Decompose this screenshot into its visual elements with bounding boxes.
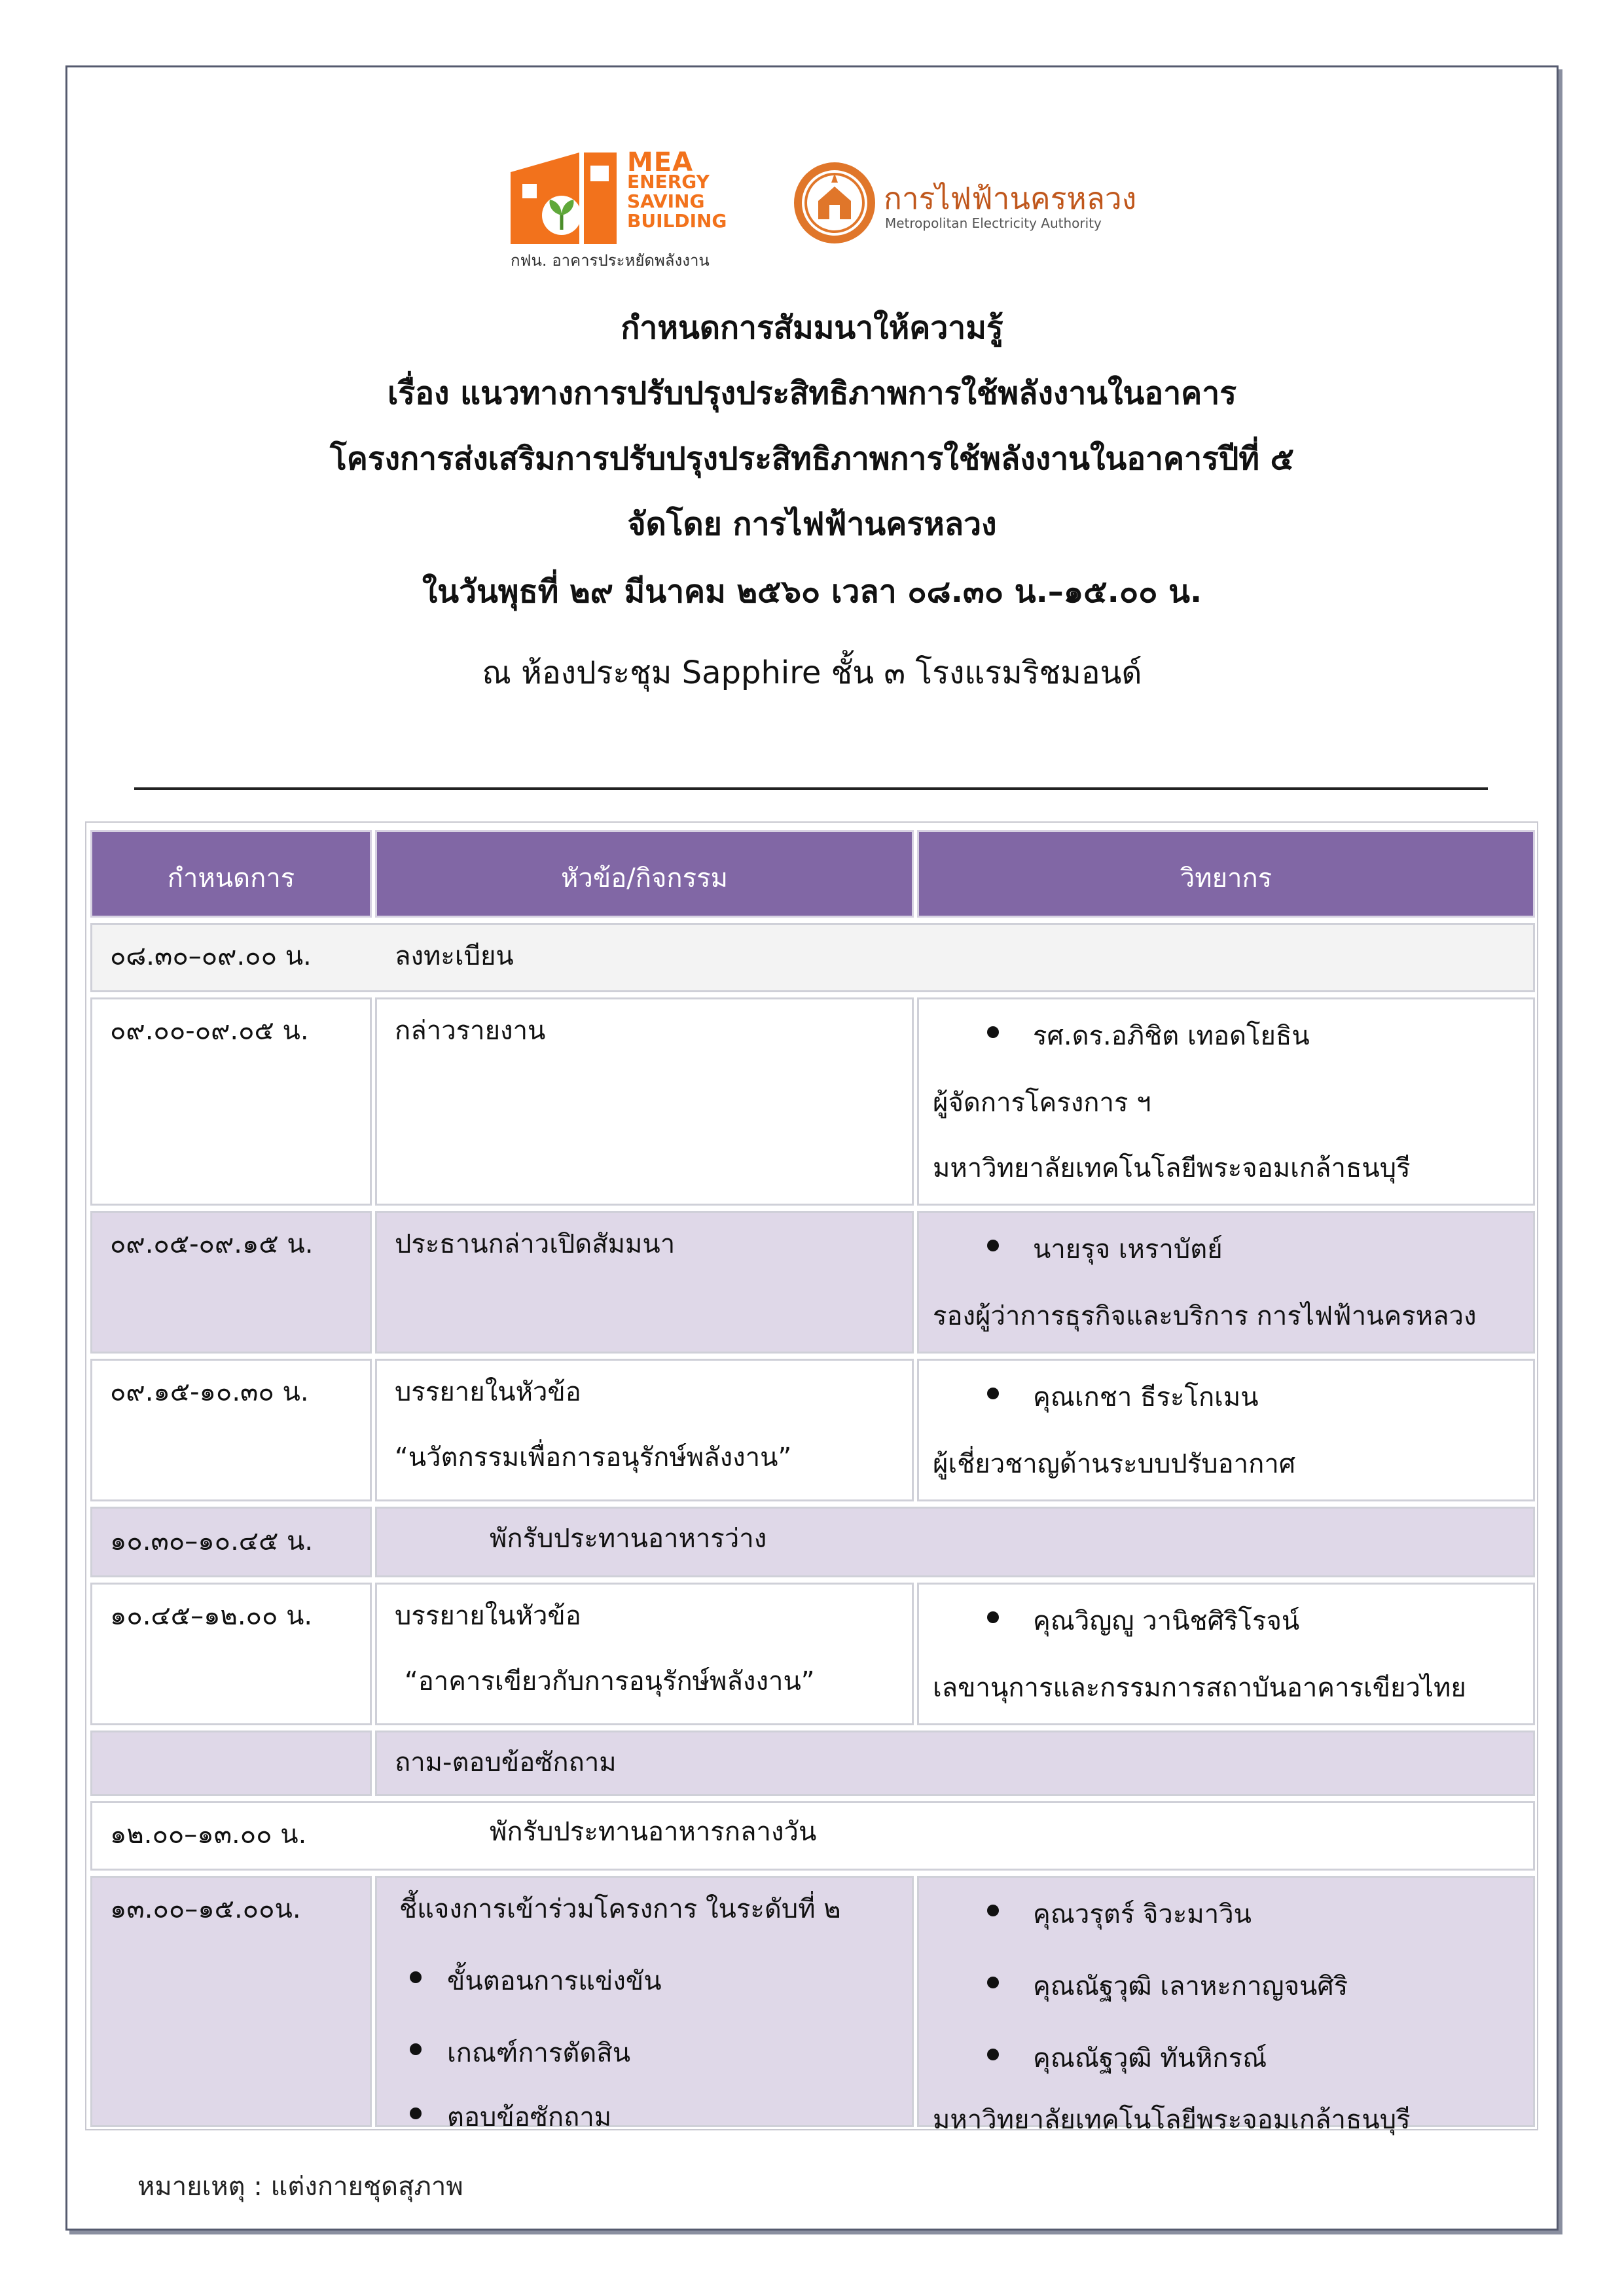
row-topic: ประธานกล่าวเปิดสัมมนา xyxy=(395,1229,676,1259)
topic-bullet: เกณฑ์การตัดสิน xyxy=(447,2038,631,2068)
row-topic: ถาม-ตอบข้อซักถาม xyxy=(395,1748,617,1778)
heading-venue: ณ ห้องประชุม Sapphire ชั้น ๓ โรงแรมริชมอนด์ xyxy=(482,655,1142,691)
mea-logo-line-2: ENERGY xyxy=(627,171,710,192)
speaker-detail: มหาวิทยาลัยเทคโนโลยีพระจอมเกล้าธนบุรี xyxy=(933,2105,1411,2135)
row-time: ๐๙.๑๕-๑๐.๓๐ น. xyxy=(110,1377,309,1407)
house-leaf-icon xyxy=(511,152,619,244)
speaker-detail: มหาวิทยาลัยเทคโนโลยีพระจอมเกล้าธนบุรี xyxy=(933,1153,1411,1183)
authority-name-english: Metropolitan Electricity Authority xyxy=(885,215,1102,231)
row-time: ๐๙.๐๐-๐๙.๐๕ น. xyxy=(110,1016,309,1046)
bullet-icon xyxy=(987,1240,999,1251)
row-topic: พักรับประทานอาหารกลางวัน xyxy=(490,1817,817,1847)
speaker-name: คุณวรุตร์ จิวะมาวิน xyxy=(1033,1899,1252,1929)
mea-logo-line-3: SAVING xyxy=(627,190,705,212)
row-topic: ชี้แจงการเข้าร่วมโครงการ ในระดับที่ ๒ xyxy=(399,1894,841,1924)
divider xyxy=(134,787,1488,790)
row-topic: ลงทะเบียน xyxy=(395,941,514,971)
dress-code-note: หมายเหตุ : แต่งกายชุดสุภาพ xyxy=(137,2172,463,2202)
bullet-icon xyxy=(987,1026,999,1038)
row-time: ๑๒.๐๐–๑๓.๐๐ น. xyxy=(110,1820,307,1850)
bullet-icon xyxy=(987,1905,999,1916)
mea-logo-tagline: กฟน. อาคารประหยัดพลังงาน xyxy=(511,251,710,270)
bullet-icon xyxy=(987,1611,999,1623)
table-header-topic: หัวข้อ/กิจกรรม xyxy=(375,830,914,918)
row-time: ๑๓.๐๐–๑๕.๐๐น. xyxy=(110,1894,301,1924)
speaker-detail: ผู้จัดการโครงการ ฯ xyxy=(933,1088,1151,1118)
row-time: ๐๙.๐๕-๐๙.๑๕ น. xyxy=(110,1229,314,1259)
mea-logo-line-1: MEA xyxy=(627,147,694,177)
row-topic-title: “นวัตกรรมเพื่อการอนุรักษ์พลังงาน” xyxy=(395,1443,792,1473)
row-topic: บรรยายในหัวข้อ xyxy=(395,1377,581,1407)
bullet-icon xyxy=(410,2043,422,2055)
mea-logo-text xyxy=(627,147,738,232)
row-time: ๑๐.๔๕–๑๒.๐๐ น. xyxy=(110,1601,313,1631)
speaker-name: รศ.ดร.อภิชิต เทอดโยธิน xyxy=(1033,1021,1310,1051)
row-topic: กล่าวรายงาน xyxy=(395,1016,546,1046)
row-topic: พักรับประทานอาหารว่าง xyxy=(490,1524,767,1554)
mea-authority-logo xyxy=(792,160,1137,245)
authority-name-thai: การไฟฟ้านครหลวง xyxy=(884,181,1137,216)
table-row xyxy=(90,1731,372,1796)
row-time: ๑๐.๓๐–๑๐.๔๕ น. xyxy=(110,1526,314,1556)
bullet-icon xyxy=(410,1971,422,1983)
heading-subject: เรื่อง แนวทางการปรับปรุงประสิทธิภาพการใช้พลังงานในอาคาร xyxy=(388,375,1236,412)
table-header-speaker: วิทยากร xyxy=(917,830,1535,918)
speaker-name: คุณณัฐวุฒิ เลาหะกาญจนศิริ xyxy=(1033,1971,1348,2001)
bullet-icon xyxy=(410,2108,422,2119)
speaker-name: นายรุจ เหราบัตย์ xyxy=(1033,1234,1223,1265)
page-frame-shadow-bottom xyxy=(69,2231,1562,2234)
topic-bullet: ขั้นตอนการแข่งขัน xyxy=(447,1966,662,1996)
heading-date-time: ในวันพุธที่ ๒๙ มีนาคม ๒๕๖๐ เวลา ๐๘.๓๐ น.–๑๕.๐๐ น. xyxy=(422,573,1202,610)
bullet-icon xyxy=(987,1977,999,1988)
speaker-name: คุณเกชา ธีระโกเมน xyxy=(1033,1382,1259,1412)
heading-title: กำหนดการสัมมนาให้ความรู้ xyxy=(621,310,1003,346)
speaker-detail: รองผู้ว่าการธุรกิจและบริการ การไฟฟ้านครหลวง xyxy=(933,1301,1477,1331)
mea-seal-icon xyxy=(792,160,877,245)
speaker-name: คุณวิญญู วานิชศิริโรจน์ xyxy=(1033,1606,1300,1636)
row-topic: บรรยายในหัวข้อ xyxy=(395,1601,581,1631)
row-topic-title: “อาคารเขียวกับการอนุรักษ์พลังงาน” xyxy=(405,1666,815,1696)
speaker-detail: ผู้เชี่ยวชาญด้านระบบปรับอากาศ xyxy=(933,1449,1296,1479)
mea-energy-saving-building-logo xyxy=(511,147,733,270)
speaker-detail: เลขานุการและกรรมการสถาบันอาคารเขียวไทย xyxy=(933,1673,1466,1703)
heading-project: โครงการส่งเสริมการปรับปรุงประสิทธิภาพการใช้พลังงานในอาคารปีที่ ๕ xyxy=(330,440,1294,477)
bullet-icon xyxy=(987,1388,999,1399)
bullet-icon xyxy=(987,2049,999,2060)
page-frame-shadow-right xyxy=(1559,69,1562,2233)
table-header-time: กำหนดการ xyxy=(90,830,372,918)
row-time: ๐๘.๓๐–๐๙.๐๐ น. xyxy=(110,941,312,971)
mea-logo-line-4: BUILDING xyxy=(627,210,727,232)
topic-bullet: ตอบข้อซักถาม xyxy=(447,2102,612,2132)
heading-organizer: จัดโดย การไฟฟ้านครหลวง xyxy=(627,506,997,543)
speaker-name: คุณณัฐวุฒิ ทันหิกรณ์ xyxy=(1033,2043,1267,2073)
